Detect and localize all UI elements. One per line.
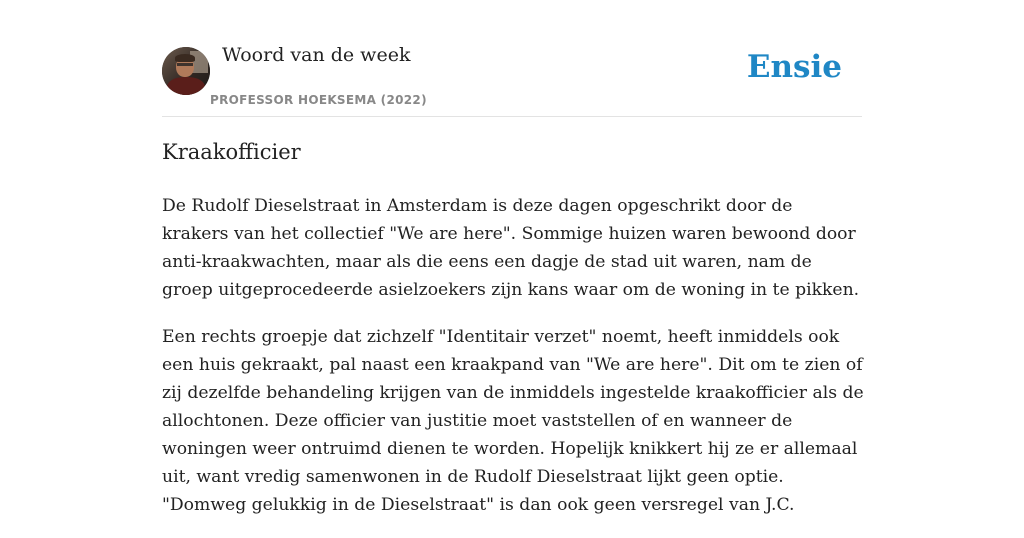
- entry-title: Kraakofficier: [162, 140, 301, 164]
- author-avatar[interactable]: [162, 47, 210, 95]
- entry-page: [162, 0, 864, 515]
- avatar-glasses: [177, 63, 193, 66]
- entry-header: [162, 0, 862, 117]
- avatar-hair: [175, 54, 195, 62]
- series-title[interactable]: Woord van de week: [222, 44, 411, 66]
- entry-body: [162, 192, 864, 538]
- brand-logo[interactable]: Ensie: [746, 49, 842, 85]
- author-name[interactable]: PROFESSOR HOEKSEMA (2022): [210, 93, 427, 107]
- avatar-body: [167, 77, 205, 95]
- paragraph: Een rechts groepje dat zichzelf "Identitair verzet" noemt, heeft inmiddels ook een huis gekraakt, pal naast een kraakpand van "We are here". Dit om te zien of zij dezelfde behandeling krijgen van de inmiddels ingestelde kraakofficier als de allochtonen. Deze officier van justitie moet vaststellen of en wanneer de woningen weer ontruimd dienen te worden. Hopelijk knikkert hij ze er allemaal uit, want vredig samenwonen in de Rudolf Dieselstraat lijkt geen optie. "Domweg gelukkig in de Dieselstraat" is dan ook geen versregel van J.C.: [162, 327, 864, 515]
- paragraph: De Rudolf Dieselstraat in Amsterdam is deze dagen opgeschrikt door de krakers van het collectief "We are here". Sommige huizen waren bewoond door anti-kraakwachten, maar als die eens een dagje de stad uit waren, nam de groep uitgeprocedeerde asielzoekers zijn kans waar om de woning in te pikken.: [162, 196, 860, 300]
